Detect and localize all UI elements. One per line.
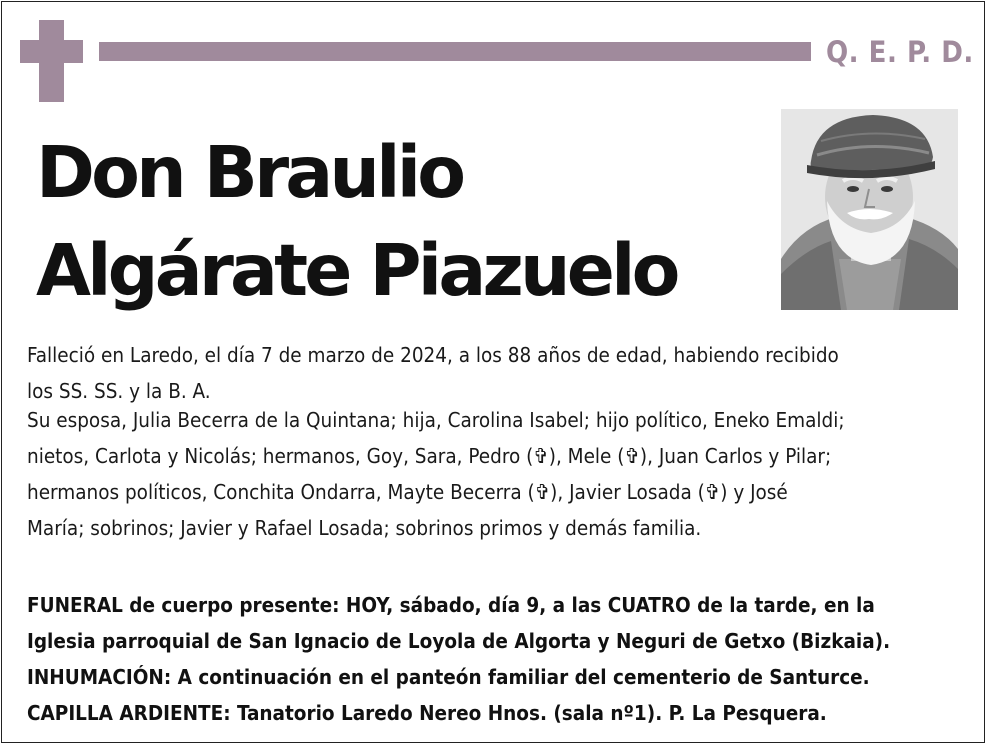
family-line-1: Su esposa, Julia Becerra de la Quintana; hija, Carolina Isabel; hijo político, Eneko Emaldi;	[27, 408, 845, 432]
death-announcement	[27, 337, 967, 409]
family-line-2: nietos, Carlota y Nicolás; hermanos, Goy, Sara, Pedro (✞), Mele (✞), Juan Carlos y Pilar;	[27, 444, 832, 468]
header-rule	[99, 42, 811, 61]
burial-details: INHUMACIÓN: A continuación en el panteón familiar del cementerio de Santurce.	[27, 665, 870, 689]
family-line-3: hermanos políticos, Conchita Ondarra, Mayte Becerra (✞), Javier Losada (✞) y José	[27, 480, 788, 504]
deceased-name-line-1: Don Braulio	[36, 131, 463, 214]
family-line-4: María; sobrinos; Javier y Rafael Losada; sobrinos primos y demás familia.	[27, 516, 702, 540]
funeral-details-line-1: FUNERAL de cuerpo presente: HOY, sábado, día 9, a las CUATRO de la tarde, en la	[27, 593, 875, 617]
obituary-notice	[1, 1, 985, 743]
cross-icon-arm	[20, 40, 83, 63]
intro-line-2: los SS. SS. y la B. A.	[27, 379, 211, 403]
chapel-details: CAPILLA ARDIENTE: Tanatorio Laredo Nereo Hnos. (sala nº1). P. La Pesquera.	[27, 701, 827, 725]
portrait-photo	[781, 109, 958, 310]
funeral-details-line-2: Iglesia parroquial de San Ignacio de Loyola de Algorta y Neguri de Getxo (Bizkaia).	[27, 629, 891, 653]
intro-line-1: Falleció en Laredo, el día 7 de marzo de 2024, a los 88 años de edad, habiendo recibido	[27, 343, 839, 367]
family-list	[27, 402, 967, 546]
deceased-name-line-2: Algárate Piazuelo	[36, 229, 677, 312]
qepd-label: Q. E. P. D.	[826, 35, 974, 69]
